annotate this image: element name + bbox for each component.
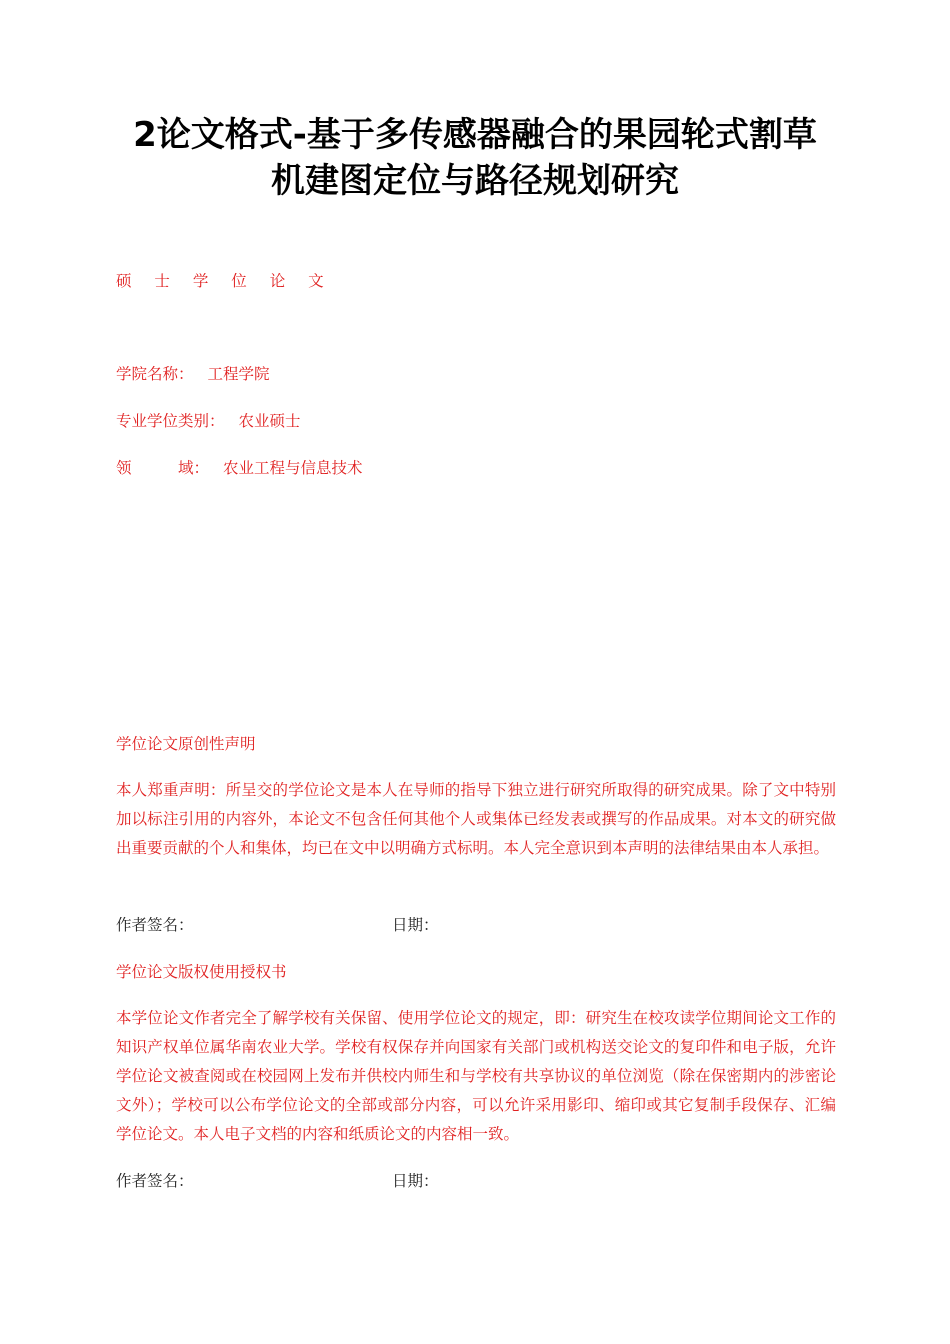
signature-label: 作者签名：	[116, 1172, 194, 1190]
college-row	[116, 364, 270, 384]
category-value: 农业硕士	[238, 412, 301, 430]
category-label: 专业学位类别：	[116, 412, 225, 430]
authorization-heading: 学位论文版权使用授权书	[116, 963, 287, 981]
college-value: 工程学院	[207, 365, 270, 383]
originality-signature-row	[116, 915, 836, 935]
category-row	[116, 411, 301, 431]
date-label: 日期：	[392, 1172, 439, 1190]
originality-body: 本人郑重声明：所呈交的学位论文是本人在导师的指导下独立进行研究所取得的研究成果。除了文中特别加以标注引用的内容外，本论文不包含任何其他个人或集体已经发表或撰写的作品成果。对本文的研究做出重要贡献的个人和集体，均已在文中以明确方式标明。本人完全意识到本声明的法律结果由本人承担。	[116, 781, 836, 857]
document-title	[90, 112, 860, 204]
field-row	[116, 458, 363, 478]
field-label: 领 域：	[116, 459, 210, 477]
date-label: 日期：	[392, 916, 439, 934]
authorization-signature-row	[116, 1171, 836, 1191]
title-line-2: 机建图定位与路径规划研究	[271, 161, 679, 201]
field-value: 农业工程与信息技术	[223, 459, 363, 477]
authorization-body: 本学位论文作者完全了解学校有关保留、使用学位论文的规定，即：研究生在校攻读学位期间论文工作的知识产权单位属华南农业大学。学校有权保存并向国家有关部门或机构送交论文的复印件和电子版，允许学位论文被查阅或在校园网上发布并供校内师生和与学校有共享协议的单位浏览（除在保密期内的涉密论文外）；学校可以公布学位论文的全部或部分内容，可以允许采用影印、缩印或其它复制手段保存、汇编学位论文。本人电子文档的内容和纸质论文的内容相一致。	[116, 1009, 836, 1143]
title-line-1: 2论文格式-基于多传感器融合的果园轮式割草	[133, 115, 817, 155]
signature-label: 作者签名：	[116, 916, 194, 934]
degree-type: 硕 士 学 位 论 文	[116, 272, 333, 290]
college-label: 学院名称：	[116, 365, 194, 383]
originality-heading: 学位论文原创性声明	[116, 735, 256, 753]
